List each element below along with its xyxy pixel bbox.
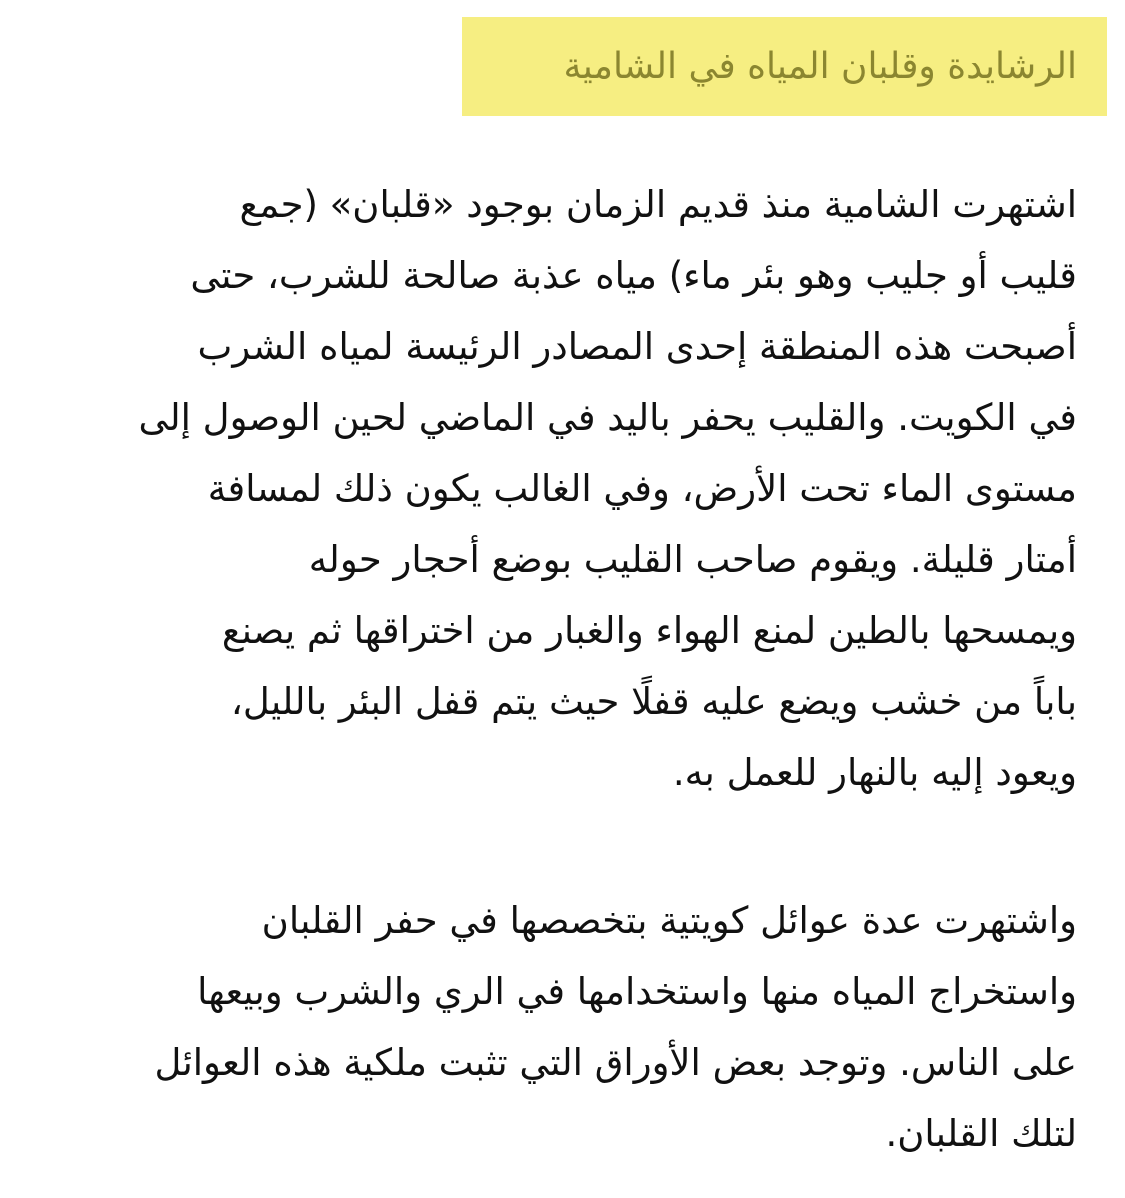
paragraph-line: قليب أو جليب وهو بئر ماء) مياه عذبة صالحة للشرب، حتى [190, 254, 1077, 297]
page-title: الرشايدة وقلبان المياه في الشامية [563, 45, 1077, 87]
paragraph-wells-history [37, 169, 1077, 808]
paragraph-line: واشتهرت عدة عوائل كويتية بتخصصها في حفر القلبان [261, 899, 1077, 942]
title-highlight-box [462, 17, 1107, 116]
paragraph-line: على الناس. وتوجد بعض الأوراق التي تثبت ملكية هذه العوائل [154, 1041, 1077, 1084]
paragraph-line: اشتهرت الشامية منذ قديم الزمان بوجود «قلبان» (جمع [239, 183, 1077, 226]
paragraph-families [37, 885, 1077, 1169]
paragraph-line: أمتار قليلة. ويقوم صاحب القليب بوضع أحجار حوله [308, 538, 1077, 581]
paragraph-line: ويمسحها بالطين لمنع الهواء والغبار من اختراقها ثم يصنع [221, 609, 1077, 652]
paragraph-line: مستوى الماء تحت الأرض، وفي الغالب يكون ذلك لمسافة [207, 467, 1077, 510]
paragraph-line: في الكويت. والقليب يحفر باليد في الماضي لحين الوصول إلى [138, 396, 1077, 439]
paragraph-line: لتلك القلبان. [885, 1112, 1077, 1155]
paragraph-line: باباً من خشب ويضع عليه قفلًا حيث يتم قفل البئر بالليل، [230, 680, 1077, 723]
paragraph-line: ويعود إليه بالنهار للعمل به. [672, 751, 1077, 794]
paragraph-line: واستخراج المياه منها واستخدامها في الري والشرب وبيعها [197, 970, 1077, 1013]
paragraph-line: أصبحت هذه المنطقة إحدى المصادر الرئيسة لمياه الشرب [197, 325, 1077, 368]
